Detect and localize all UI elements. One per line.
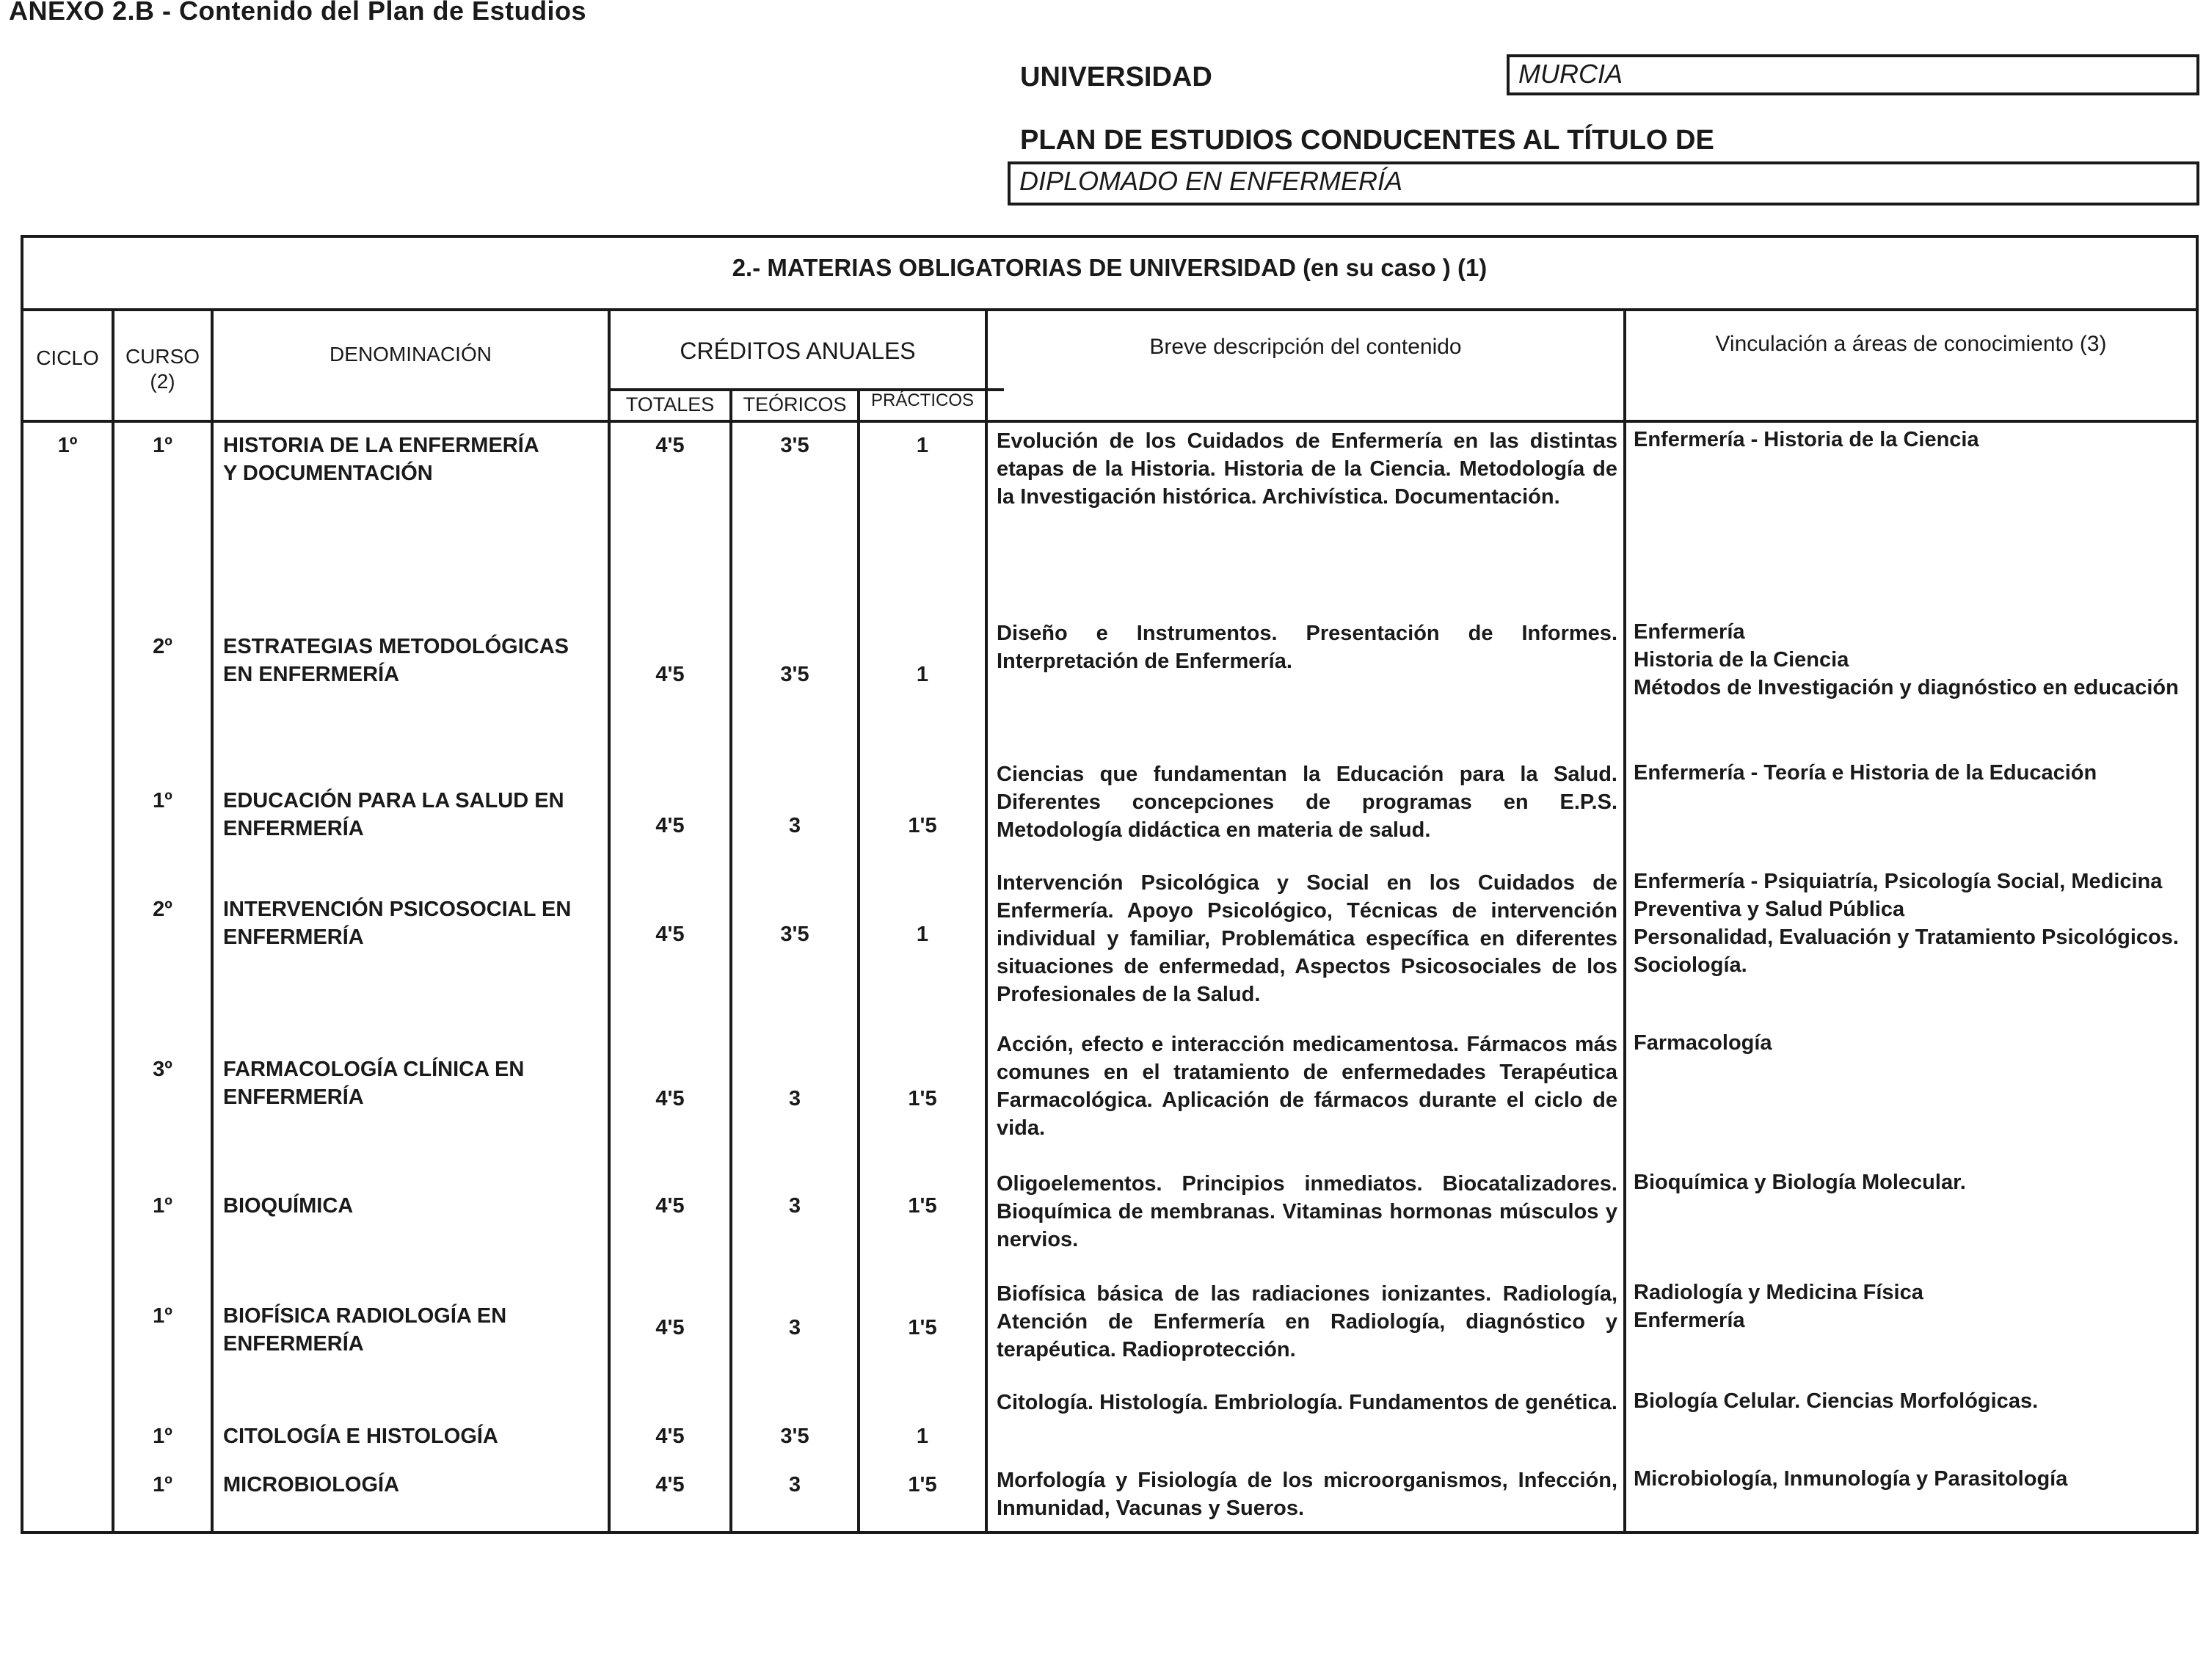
header-practicos: PRÁCTICOS <box>870 390 974 410</box>
row-denominacion: FARMACOLOGÍA CLÍNICA EN ENFERMERÍA <box>223 1058 525 1109</box>
row-totales: 4'5 <box>655 1194 685 1218</box>
row-denominacion: HISTORIA DE LA ENFERMERÍA Y DOCUMENTACIÓN <box>223 434 539 485</box>
row-totales: 4'5 <box>655 923 685 946</box>
row-totales: 4'5 <box>655 1316 685 1339</box>
header-ciclo: CICLO <box>36 346 99 369</box>
row-vinculacion: Enfermería Historia de la Ciencia Métodos de Investigación y diagnóstico en educación <box>1634 620 2179 699</box>
row-vinculacion: Biología Celular. Ciencias Morfológicas. <box>1634 1389 2039 1413</box>
row-descripcion: Biofísica básica de las radiaciones ionizantes. Radiología, Atención de Enfermería en Radiología, diagnóstico y terapéutica. Radioprotección. <box>997 1282 1617 1361</box>
row-practicos: 1 <box>916 1425 929 1448</box>
row-teoricos: 3 <box>788 1473 801 1497</box>
title-divider <box>23 308 2196 311</box>
row-totales: 4'5 <box>655 1425 685 1448</box>
row-vinculacion: Enfermería - Historia de la Ciencia <box>1634 428 1979 451</box>
plan-value-box <box>1008 161 2199 206</box>
row-curso: 1º <box>153 434 172 457</box>
row-practicos: 1 <box>916 434 929 457</box>
subjects-table <box>21 235 2199 1534</box>
row-denominacion: INTERVENCIÓN PSICOSOCIAL EN ENFERMERÍA <box>223 898 572 949</box>
university-label: UNIVERSIDAD <box>1020 62 1212 92</box>
row-teoricos: 3 <box>788 1316 801 1339</box>
table-title: 2.- MATERIAS OBLIGATORIAS DE UNIVERSIDAD (en su caso ) (1) <box>732 254 1488 281</box>
row-curso: 1º <box>153 1194 172 1218</box>
row-descripcion: Morfología y Fisiología de los microorganismos, Infección, Inmunidad, Vacunas y Sueros. <box>997 1469 1617 1520</box>
row-teoricos: 3'5 <box>780 1425 809 1448</box>
header-bottom-divider <box>23 420 2196 423</box>
row-denominacion: BIOQUÍMICA <box>223 1194 354 1218</box>
row-practicos: 1'5 <box>908 1087 937 1110</box>
row-totales: 4'5 <box>655 663 685 686</box>
row-curso: 1º <box>153 1304 172 1328</box>
row-totales: 4'5 <box>655 434 685 457</box>
row-vinculacion: Microbiología, Inmunología y Parasitología <box>1634 1467 2068 1491</box>
header-curso-note: (2) <box>150 370 175 393</box>
row-denominacion: BIOFÍSICA RADIOLOGÍA EN ENFERMERÍA <box>223 1304 507 1356</box>
header-creditos: CRÉDITOS ANUALES <box>680 338 916 364</box>
row-denominacion: EDUCACIÓN PARA LA SALUD EN ENFERMERÍA <box>223 789 564 840</box>
row-vinculacion: Enfermería - Teoría e Historia de la Educación <box>1634 761 2097 785</box>
plan-value: DIPLOMADO EN ENFERMERÍA <box>1019 166 1403 196</box>
row-practicos: 1'5 <box>908 1316 937 1339</box>
col-divider <box>211 308 214 1531</box>
row-totales: 4'5 <box>655 1087 685 1110</box>
row-denominacion: CITOLOGÍA E HISTOLOGÍA <box>223 1425 498 1448</box>
row-teoricos: 3'5 <box>780 923 809 946</box>
row-vinculacion: Farmacología <box>1634 1031 1772 1055</box>
row-curso: 1º <box>153 789 172 812</box>
col-divider <box>608 308 611 1531</box>
row-teoricos: 3'5 <box>780 663 809 686</box>
row-practicos: 1'5 <box>908 1194 937 1218</box>
annex-title: ANEXO 2.B - Contenido del Plan de Estudios <box>9 0 587 26</box>
row-curso: 1º <box>153 1473 172 1497</box>
header-denominacion: DENOMINACIÓN <box>330 343 492 366</box>
row-curso: 2º <box>153 898 172 921</box>
row-ciclo: 1º <box>57 434 78 457</box>
row-practicos: 1'5 <box>908 1473 937 1497</box>
row-descripcion: Oligoelementos. Principios inmediatos. Biocatalizadores. Bioquímica de membranas. Vitaminas hormonas músculos y nervios. <box>997 1172 1617 1251</box>
row-descripcion: Intervención Psicológica y Social en los Cuidados de Enfermería. Apoyo Psicológico, Técnicas de intervención individual y familiar, Problemática específica en diferentes situaciones de enfermedad, Aspectos Psicosociales de los Profesionales de la Salud. <box>997 871 1617 1006</box>
row-teoricos: 3'5 <box>780 434 809 457</box>
row-practicos: 1 <box>916 663 929 686</box>
col-divider <box>985 308 988 1531</box>
row-descripcion: Acción, efecto e interacción medicamentosa. Fármacos más comunes en el tratamiento de enfermedades Terapéutica Farmacológica. Aplicación de fármacos durante el ciclo de vida. <box>997 1033 1617 1140</box>
row-vinculacion: Enfermería - Psiquiatría, Psicología Social, Medicina Preventiva y Salud Pública Personalidad, Evaluación y Tratamiento Psicológicos. Sociología. <box>1634 870 2179 977</box>
row-vinculacion: Radiología y Medicina Física Enfermería <box>1634 1281 1923 1332</box>
university-value: MURCIA <box>1518 59 1623 89</box>
university-value-box <box>1507 54 2199 95</box>
row-curso: 2º <box>153 635 172 658</box>
row-curso: 3º <box>153 1058 172 1081</box>
col-divider <box>729 388 732 1531</box>
row-teoricos: 3 <box>788 814 801 837</box>
row-denominacion: MICROBIOLOGÍA <box>223 1473 400 1497</box>
col-divider <box>857 388 860 1531</box>
row-denominacion: ESTRATEGIAS METODOLÓGICAS EN ENFERMERÍA <box>223 635 569 686</box>
row-vinculacion: Bioquímica y Biología Molecular. <box>1634 1171 1966 1194</box>
row-practicos: 1 <box>916 923 929 946</box>
row-practicos: 1'5 <box>908 814 937 837</box>
header-descripcion: Breve descripción del contenido <box>1149 335 1462 359</box>
row-teoricos: 3 <box>788 1087 801 1110</box>
row-totales: 4'5 <box>655 814 685 837</box>
row-totales: 4'5 <box>655 1473 685 1497</box>
row-descripcion: Diseño e Instrumentos. Presentación de Informes. Interpretación de Enfermería. <box>997 622 1617 673</box>
row-descripcion: Evolución de los Cuidados de Enfermería en las distintas etapas de la Historia. Historia de la Ciencia. Metodología de la Investigación histórica. Archivística. Documentación. <box>997 429 1617 509</box>
header-totales: TOTALES <box>625 393 715 415</box>
row-descripcion: Citología. Histología. Embriología. Fundamentos de genética. <box>997 1391 1617 1414</box>
header-vinculacion: Vinculación a áreas de conocimiento (3) <box>1715 332 2107 356</box>
col-divider <box>1623 308 1626 1531</box>
row-curso: 1º <box>153 1425 172 1448</box>
header-curso: CURSO <box>125 345 200 368</box>
header-teoricos: TEÓRICOS <box>743 393 847 415</box>
row-teoricos: 3 <box>788 1194 801 1218</box>
plan-label: PLAN DE ESTUDIOS CONDUCENTES AL TÍTULO DE <box>1020 125 1714 156</box>
row-descripcion: Ciencias que fundamentan la Educación para la Salud. Diferentes concepciones de programas en E.P.S. Metodología didáctica en materia de salud. <box>997 763 1617 842</box>
